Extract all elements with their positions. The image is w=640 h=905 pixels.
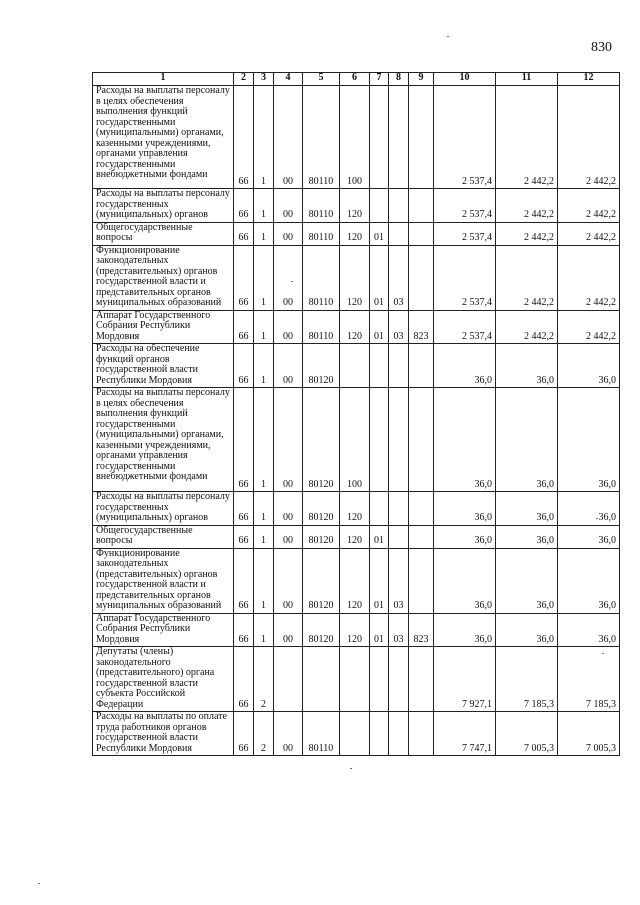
code-cell: 1	[254, 189, 274, 223]
page-number: 830	[591, 40, 612, 55]
amount-cell: 36,0	[496, 492, 558, 526]
code-cell: 1	[254, 613, 274, 647]
code-cell	[389, 86, 409, 189]
column-header: 9	[409, 73, 434, 86]
code-cell: 1	[254, 388, 274, 492]
code-cell: 66	[234, 525, 254, 548]
code-cell	[370, 712, 389, 756]
amount-cell: 36,0	[434, 525, 496, 548]
code-cell: 66	[234, 310, 254, 344]
column-header: 6	[340, 73, 370, 86]
code-cell: 66	[234, 647, 254, 712]
amount-cell: 7 005,3	[496, 712, 558, 756]
code-cell: 80120	[303, 525, 340, 548]
code-cell: 00	[274, 245, 303, 310]
scan-speck	[602, 653, 604, 654]
code-cell	[409, 222, 434, 245]
code-cell: 120	[340, 613, 370, 647]
row-name-cell: Расходы на выплаты персоналу государственных (муниципальных) органов	[93, 492, 234, 526]
column-header: 12	[558, 73, 620, 86]
amount-cell: 7 005,3	[558, 712, 620, 756]
code-cell: 00	[274, 222, 303, 245]
scan-speck	[350, 768, 352, 769]
code-cell: 00	[274, 344, 303, 388]
code-cell: 66	[234, 548, 254, 613]
amount-cell: 36,0	[496, 613, 558, 647]
code-cell	[389, 492, 409, 526]
code-cell	[409, 712, 434, 756]
row-name-cell: Расходы на выплаты персоналу государственных (муниципальных) органов	[93, 189, 234, 223]
code-cell	[409, 492, 434, 526]
code-cell: 80110	[303, 310, 340, 344]
code-cell	[409, 525, 434, 548]
amount-cell: 2 537,4	[434, 222, 496, 245]
code-cell: 1	[254, 344, 274, 388]
code-cell: 120	[340, 310, 370, 344]
row-name-cell: Расходы на выплаты персоналу в целях обеспечения выполнения функций государственными (муниципальными) органами, казенными учреждениями, органами управления государственными внебюджетными фондами	[93, 86, 234, 189]
column-header: 5	[303, 73, 340, 86]
code-cell	[340, 647, 370, 712]
row-name-cell: Общегосударственные вопросы	[93, 222, 234, 245]
code-cell: 00	[274, 613, 303, 647]
code-cell: 120	[340, 548, 370, 613]
amount-cell: 36,0	[558, 388, 620, 492]
column-header: 7	[370, 73, 389, 86]
code-cell: 80110	[303, 222, 340, 245]
code-cell: 120	[340, 525, 370, 548]
amount-cell: 36,0	[558, 525, 620, 548]
table-row	[93, 222, 620, 245]
code-cell: 120	[340, 492, 370, 526]
code-cell	[370, 388, 389, 492]
code-cell: 120	[340, 245, 370, 310]
code-cell: 120	[340, 222, 370, 245]
row-name-cell: Аппарат Государственного Собрания Республики Мордовия	[93, 613, 234, 647]
amount-cell: 36,0	[496, 525, 558, 548]
column-header: 11	[496, 73, 558, 86]
amount-cell: 36,0	[434, 613, 496, 647]
amount-cell: 7 185,3	[496, 647, 558, 712]
code-cell: 03	[389, 245, 409, 310]
row-name-cell: Депутаты (члены) законодательного (представительного) органа государственной власти субъекта Российской Федерации	[93, 647, 234, 712]
code-cell: 01	[370, 548, 389, 613]
code-cell: 1	[254, 525, 274, 548]
scan-speck	[447, 36, 449, 37]
header-row	[93, 73, 620, 86]
amount-cell: 2 537,4	[434, 245, 496, 310]
code-cell	[370, 86, 389, 189]
column-header: 1	[93, 73, 234, 86]
column-header: 8	[389, 73, 409, 86]
column-header: 10	[434, 73, 496, 86]
code-cell: 01	[370, 222, 389, 245]
table-row	[93, 344, 620, 388]
code-cell: 80120	[303, 613, 340, 647]
code-cell: 80110	[303, 189, 340, 223]
code-cell: 00	[274, 712, 303, 756]
amount-cell: 7 927,1	[434, 647, 496, 712]
amount-cell: 2 442,2	[496, 189, 558, 223]
code-cell	[409, 86, 434, 189]
code-cell: 00	[274, 388, 303, 492]
code-cell: 66	[234, 388, 254, 492]
code-cell: 2	[254, 712, 274, 756]
column-header: 4	[274, 73, 303, 86]
code-cell: 2	[254, 647, 274, 712]
table-body	[93, 86, 620, 756]
code-cell: 66	[234, 344, 254, 388]
code-cell: 00	[274, 548, 303, 613]
amount-cell: 36,0	[434, 548, 496, 613]
row-name-cell: Аппарат Государственного Собрания Республики Мордовия	[93, 310, 234, 344]
code-cell	[409, 344, 434, 388]
amount-cell: 2 442,2	[558, 245, 620, 310]
amount-cell: 36,0	[558, 548, 620, 613]
code-cell: 00	[274, 86, 303, 189]
row-name-cell: Функционирование законодательных (представительных) органов государственной власти и представительных органов муниципальных образований	[93, 548, 234, 613]
amount-cell: 2 442,2	[558, 310, 620, 344]
amount-cell: 36,0	[496, 344, 558, 388]
code-cell: 66	[234, 245, 254, 310]
table-row	[93, 492, 620, 526]
code-cell	[389, 344, 409, 388]
code-cell: 80120	[303, 344, 340, 388]
table-row	[93, 189, 620, 223]
amount-cell: 36,0	[558, 613, 620, 647]
code-cell: 100	[340, 388, 370, 492]
code-cell: 00	[274, 310, 303, 344]
code-cell: 00	[274, 525, 303, 548]
budget-table	[92, 72, 620, 756]
amount-cell: 7 185,3	[558, 647, 620, 712]
code-cell: 1	[254, 548, 274, 613]
code-cell: 80110	[303, 245, 340, 310]
amount-cell: 36,0	[434, 344, 496, 388]
code-cell: 00	[274, 492, 303, 526]
table-row	[93, 548, 620, 613]
code-cell: 03	[389, 310, 409, 344]
row-name-cell: Расходы на выплаты по оплате труда работников органов государственной власти Республики Мордовия	[93, 712, 234, 756]
row-name-cell: Функционирование законодательных (представительных) органов государственной власти и представительных органов муниципальных образований	[93, 245, 234, 310]
code-cell: 80110	[303, 712, 340, 756]
table-row	[93, 525, 620, 548]
table-row	[93, 613, 620, 647]
code-cell: 66	[234, 222, 254, 245]
column-header: 3	[254, 73, 274, 86]
code-cell	[340, 344, 370, 388]
table-row	[93, 712, 620, 756]
amount-cell: 2 442,2	[496, 86, 558, 189]
amount-cell: 2 442,2	[496, 222, 558, 245]
amount-cell: 2 537,4	[434, 86, 496, 189]
code-cell	[389, 222, 409, 245]
code-cell: 01	[370, 525, 389, 548]
amount-cell: 7 747,1	[434, 712, 496, 756]
amount-cell: 2 537,4	[434, 189, 496, 223]
amount-cell: 2 442,2	[558, 189, 620, 223]
code-cell	[370, 647, 389, 712]
amount-cell: 36,0	[558, 492, 620, 526]
table-row	[93, 245, 620, 310]
code-cell	[303, 647, 340, 712]
code-cell: 00	[274, 189, 303, 223]
row-name-cell: Расходы на выплаты персоналу в целях обеспечения выполнения функций государственными (муниципальными) органами, казенными учреждениями, органами управления государственными внебюджетными фондами	[93, 388, 234, 492]
amount-cell: 2 442,2	[496, 310, 558, 344]
code-cell	[409, 647, 434, 712]
code-cell: 03	[389, 548, 409, 613]
code-cell: 03	[389, 613, 409, 647]
code-cell	[370, 189, 389, 223]
code-cell: 120	[340, 189, 370, 223]
code-cell	[409, 548, 434, 613]
code-cell: 1	[254, 310, 274, 344]
amount-cell: 36,0	[434, 492, 496, 526]
amount-cell: 2 442,2	[558, 222, 620, 245]
code-cell	[274, 647, 303, 712]
code-cell: 823	[409, 613, 434, 647]
table-row	[93, 310, 620, 344]
code-cell: 80120	[303, 388, 340, 492]
code-cell: 01	[370, 310, 389, 344]
code-cell: 1	[254, 86, 274, 189]
code-cell	[340, 712, 370, 756]
code-cell: 80110	[303, 86, 340, 189]
code-cell: 01	[370, 245, 389, 310]
column-header: 2	[234, 73, 254, 86]
code-cell: 66	[234, 712, 254, 756]
amount-cell: 36,0	[434, 388, 496, 492]
code-cell: 66	[234, 189, 254, 223]
code-cell: 1	[254, 245, 274, 310]
scan-speck	[596, 518, 598, 519]
amount-cell: 36,0	[496, 388, 558, 492]
table-row	[93, 86, 620, 189]
code-cell	[389, 712, 409, 756]
table-row	[93, 647, 620, 712]
code-cell: 80120	[303, 548, 340, 613]
amount-cell: 2 442,2	[496, 245, 558, 310]
row-name-cell: Расходы на обеспечение функций органов государственной власти Республики Мордовия	[93, 344, 234, 388]
code-cell	[389, 189, 409, 223]
scan-speck	[38, 883, 40, 884]
code-cell: 66	[234, 613, 254, 647]
code-cell	[389, 388, 409, 492]
amount-cell: 2 442,2	[558, 86, 620, 189]
table-row	[93, 388, 620, 492]
code-cell: 100	[340, 86, 370, 189]
code-cell	[409, 189, 434, 223]
code-cell: 01	[370, 613, 389, 647]
code-cell	[370, 492, 389, 526]
code-cell	[389, 647, 409, 712]
code-cell: 823	[409, 310, 434, 344]
amount-cell: 2 537,4	[434, 310, 496, 344]
code-cell: 80120	[303, 492, 340, 526]
code-cell	[370, 344, 389, 388]
scan-speck	[291, 281, 293, 282]
code-cell: 66	[234, 86, 254, 189]
code-cell	[409, 388, 434, 492]
code-cell: 1	[254, 492, 274, 526]
code-cell: 1	[254, 222, 274, 245]
code-cell	[409, 245, 434, 310]
amount-cell: 36,0	[558, 344, 620, 388]
code-cell	[389, 525, 409, 548]
row-name-cell: Общегосударственные вопросы	[93, 525, 234, 548]
code-cell: 66	[234, 492, 254, 526]
amount-cell: 36,0	[496, 548, 558, 613]
